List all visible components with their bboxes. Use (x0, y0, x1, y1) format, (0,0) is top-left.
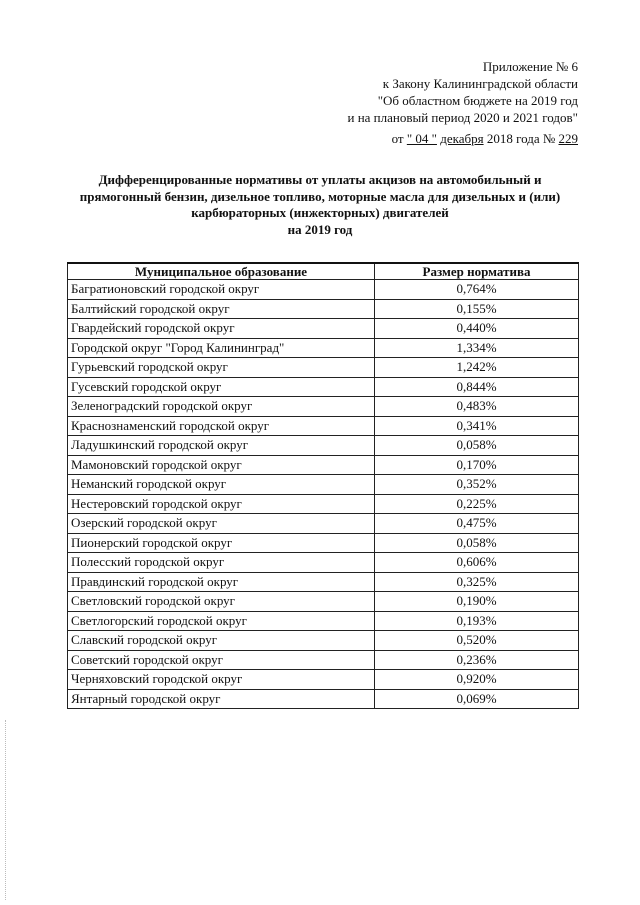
document-title (60, 172, 580, 238)
norm-value: 0,920% (375, 670, 579, 690)
table-row (68, 358, 579, 378)
municipality-name: Советский городской округ (68, 650, 375, 670)
table-row (68, 319, 579, 339)
municipality-name: Багратионовский городской округ (68, 280, 375, 300)
municipality-name: Янтарный городской округ (68, 689, 375, 709)
appendix-law-period: и на плановый период 2020 и 2021 годов" (347, 110, 578, 125)
table-row (68, 494, 579, 514)
norm-value: 0,170% (375, 455, 579, 475)
decree-month: декабря (440, 131, 484, 146)
norm-value: 0,475% (375, 514, 579, 534)
municipality-name: Черняховский городской округ (68, 670, 375, 690)
title-line-1: Дифференцированные нормативы от уплаты акцизов на автомобильный и (98, 172, 542, 187)
municipality-name: Неманский городской округ (68, 475, 375, 495)
table-row (68, 553, 579, 573)
title-line-3: карбюраторных (инжекторных) двигателей (191, 205, 449, 220)
table-row (68, 299, 579, 319)
table-header-row (68, 263, 579, 280)
scan-margin-mark (5, 720, 7, 900)
municipality-name: Гурьевский городской округ (68, 358, 375, 378)
norms-table (67, 262, 579, 709)
norm-value: 0,440% (375, 319, 579, 339)
appendix-number: Приложение № 6 (482, 59, 578, 74)
decree-prefix: от (391, 131, 407, 146)
table-row (68, 338, 579, 358)
norm-value: 0,341% (375, 416, 579, 436)
table-row (68, 475, 579, 495)
table-row (68, 416, 579, 436)
table-row (68, 533, 579, 553)
norm-value: 0,236% (375, 650, 579, 670)
norm-value: 0,844% (375, 377, 579, 397)
decree-date-line (392, 131, 578, 147)
decree-day: " 04 " (406, 131, 437, 146)
table-row (68, 611, 579, 631)
municipality-name: Озерский городской округ (68, 514, 375, 534)
municipality-name: Славский городской округ (68, 631, 375, 651)
decree-middle: 2018 года № (483, 131, 559, 146)
municipality-name: Ладушкинский городской округ (68, 436, 375, 456)
municipality-name: Зеленоградский городской округ (68, 397, 375, 417)
table-row (68, 377, 579, 397)
table-row (68, 572, 579, 592)
norm-value: 1,334% (375, 338, 579, 358)
norm-value: 0,764% (375, 280, 579, 300)
municipality-name: Светловский городской округ (68, 592, 375, 612)
table-row (68, 397, 579, 417)
table-row (68, 280, 579, 300)
norm-value: 0,069% (375, 689, 579, 709)
title-line-2: прямогонный бензин, дизельное топливо, моторные масла для дизельных и (или) (79, 188, 561, 204)
municipality-name: Мамоновский городской округ (68, 455, 375, 475)
appendix-header (347, 58, 578, 126)
municipality-name: Правдинский городской округ (68, 572, 375, 592)
table-row (68, 514, 579, 534)
table-row (68, 670, 579, 690)
table-row (68, 436, 579, 456)
header-norm-size: Размер норматива (375, 263, 579, 280)
municipality-name: Полесский городской округ (68, 553, 375, 573)
norm-value: 0,193% (375, 611, 579, 631)
norm-value: 0,352% (375, 475, 579, 495)
decree-number: 229 (558, 131, 578, 146)
municipality-name: Балтийский городской округ (68, 299, 375, 319)
title-line-4: на 2019 год (287, 221, 353, 237)
table-row (68, 631, 579, 651)
table-row (68, 689, 579, 709)
municipality-name: Гвардейский городской округ (68, 319, 375, 339)
municipality-name: Светлогорский городской округ (68, 611, 375, 631)
norm-value: 0,606% (375, 553, 579, 573)
norm-value: 0,190% (375, 592, 579, 612)
table-row (68, 592, 579, 612)
norm-value: 0,225% (375, 494, 579, 514)
norm-value: 0,058% (375, 436, 579, 456)
norm-value: 0,483% (375, 397, 579, 417)
municipality-name: Краснознаменский городской округ (68, 416, 375, 436)
municipality-name: Нестеровский городской округ (68, 494, 375, 514)
norm-value: 0,325% (375, 572, 579, 592)
header-municipality: Муниципальное образование (68, 263, 375, 280)
appendix-law: к Закону Калининградской области (382, 76, 578, 91)
appendix-law-title: "Об областном бюджете на 2019 год (377, 93, 578, 108)
norm-value: 0,520% (375, 631, 579, 651)
norm-value: 1,242% (375, 358, 579, 378)
municipality-name: Городской округ "Город Калининград" (68, 338, 375, 358)
municipality-name: Гусевский городской округ (68, 377, 375, 397)
municipality-name: Пионерский городской округ (68, 533, 375, 553)
norm-value: 0,058% (375, 533, 579, 553)
table-row (68, 650, 579, 670)
table-body (68, 280, 579, 709)
norm-value: 0,155% (375, 299, 579, 319)
table-row (68, 455, 579, 475)
